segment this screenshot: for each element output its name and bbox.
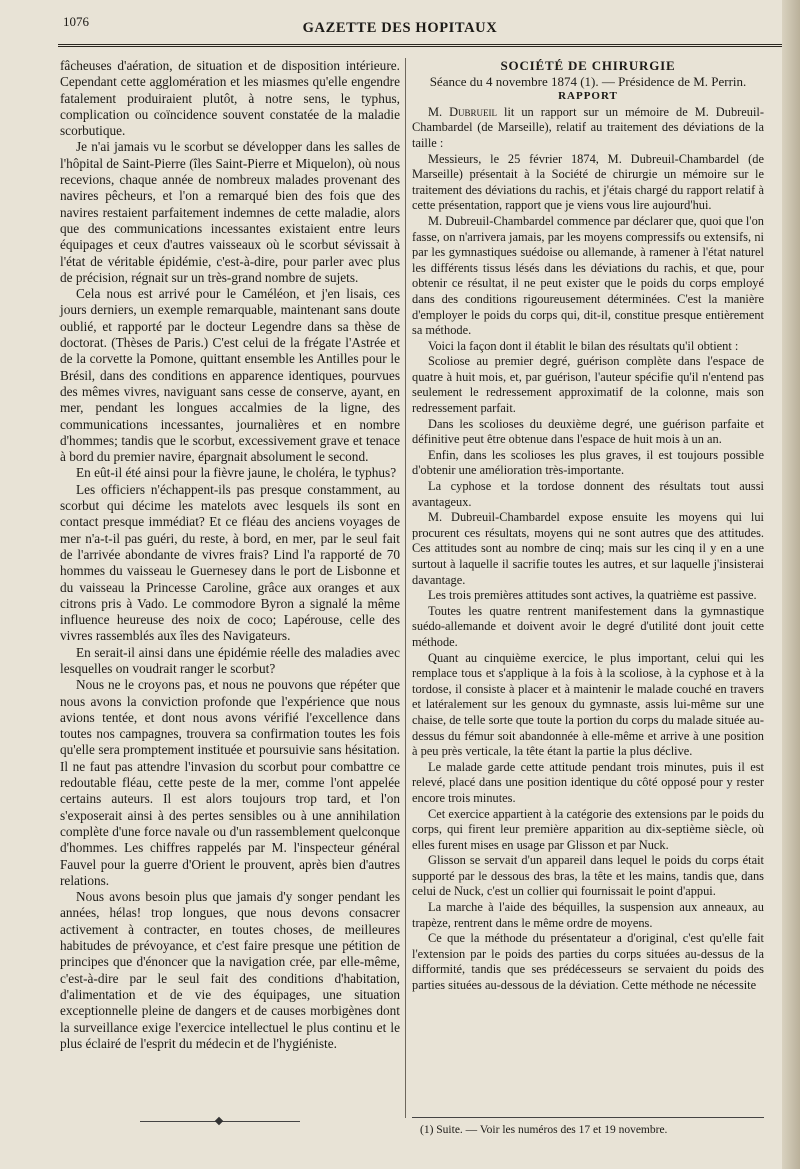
paragraph: La cyphose et la tordose donnent des résultats tout aussi avantageux. xyxy=(412,479,764,509)
paragraph: Glisson se servait d'un appareil dans lequel le poids du corps était supporté par le dessous des bras, la tête et les mains, tandis que, dans celui de Nuck, c'est un collier qui fournissait le point d'appui. xyxy=(412,853,764,899)
paragraph: En serait-il ainsi dans une épidémie réelle des maladies avec lesquelles on voudrait ranger le scorbut? xyxy=(60,644,400,676)
page-number: 1076 xyxy=(63,14,89,29)
left-column xyxy=(60,58,400,1052)
paragraph: Cela nous est arrivé pour le Caméléon, et j'en lisais, ces jours derniers, un exemple remarquable, maintenant sans doute oublié, et rapporté par le docteur Legendre dans sa thèse de doctorat. (Thèses de Paris.) C'est celui de la frégate l'Astrée et de la corvette la Pomone, quittant ensemble les Antilles pour le Brésil, dans des conditions en apparence identiques, pourvues des mêmes vivres, naviguant sans cesse de conserve, ayant, en mer, pendant les longues accalmies de la ligne, des communications incessantes, journalières et en nombre d'hommes; tandis que le scorbut, excessivement grave et tenace à bord du premier navire, épargnait absolument le second. xyxy=(60,286,400,465)
paragraph: Toutes les quatre rentrent manifestement dans la gymnastique suédo-allemande et doivent avoir le degré d'utilité dont jouit cette méthode. xyxy=(412,603,764,649)
footnote: (1) Suite. — Voir les numéros des 17 et 19 novembre. xyxy=(420,1124,668,1136)
end-of-article-ornament xyxy=(215,1117,223,1125)
header-rule xyxy=(58,44,782,47)
paragraph: Je n'ai jamais vu le scorbut se développer dans les salles de l'hôpital de Saint-Pierre (îles Saint-Pierre et Miquelon), où nous recevions, chaque année de nombreux malades provenant des navires pêcheurs, et l'on a remarqué bien des fois que des navires restaient parfaitement indemnes de cette maladie, alors que des communications incessantes existaient entre leurs équipages et ceux d'autres vaisseaux où le scorbut sévissait à l'état de véritable épidémie, c'est-à-dire, pour parler avec plus de précision, régnait sur un très-grand nombre de sujets. xyxy=(60,139,400,285)
section-title: SOCIÉTÉ DE CHIRURGIE xyxy=(500,58,676,73)
paragraph: La marche à l'aide des béquilles, la suspension aux anneaux, au trapèze, rentrent dans le même ordre de moyens. xyxy=(412,900,764,930)
journal-title: GAZETTE DES HOPITAUX xyxy=(302,20,498,36)
paragraph: Messieurs, le 25 février 1874, M. Dubreuil-Chambardel (de Marseille) présentait à la Société de chirurgie un mémoire sur le traitement des déviations du rachis, et j'étais chargé du rapport relatif à cette présentation, rapport que je viens vous lire aujourd'hui. xyxy=(412,151,764,213)
rapport-intro xyxy=(412,105,764,152)
paragraph: Nous avons besoin plus que jamais d'y songer pendant les années, hélas! trop longues, que nous devons consacrer activement à contracter, en toutes choses, de meilleures habitudes de prévoyance, et c'est faire presque une pétition de principes que d'énoncer que la navigation crée, par elle-même, c'est-à-dire par le seul fait des conditions d'habitation, d'alimentation et de vie des équipages, une situation exceptionnelle pleine de dangers et de causes morbigènes dont la surveillance exige l'exercice intellectuel le plus continu et le plus éclairé de l'esprit du médecin et de l'hygiéniste. xyxy=(60,889,400,1051)
paragraph: Cet exercice appartient à la catégorie des extensions par le poids du corps, qui firent leur première apparition au dix-septième siècle, où elles furent mises en usage par Glisson et par Nuck. xyxy=(412,806,764,852)
paragraph: Les trois premières attitudes sont actives, la quatrième est passive. xyxy=(428,588,757,603)
paragraph: Nous ne le croyons pas, et nous ne pouvons que répéter que nous avons la conviction profonde que l'expérience que nous avions tentée, et dont nous avons vérifié l'excellence dans toutes nos campagnes, trouvera sa confirmation toutes les fois qu'elle sera promptement instituée et poursuivie sans hésitation. Il ne faut pas attendre l'invasion du scorbut pour combattre ce redoutable fléau, cette peste de la mer, comme l'ont appelée certains auteurs. Il est alors toujours trop tard, et l'on s'exposerait ainsi à des pertes sensibles ou à une annihilation complète d'une force navale ou d'un rassemblement quelconque d'hommes. Les chiffres rappelés par M. l'inspecteur général Fauvel pour la guerre d'Orient le prouvent, après bien d'autres relations. xyxy=(60,677,400,888)
paragraph: En eût-il été ainsi pour la fièvre jaune, le choléra, le typhus? xyxy=(76,465,397,481)
paragraph: Le malade garde cette attitude pendant trois minutes, puis il est relevé, placé dans une position identique du côté opposé pour y rester encore trois minutes. xyxy=(412,759,764,805)
column-divider xyxy=(405,58,406,1118)
paragraph: Enfin, dans les scolioses les plus graves, il est toujours possible d'obtenir une amélioration très-importante. xyxy=(412,447,764,478)
page-edge-shadow xyxy=(782,0,800,1169)
footnote-rule xyxy=(412,1117,764,1118)
paragraph: Voici la façon dont il établit le bilan des résultats qu'il obtient : xyxy=(428,338,739,353)
paragraph: Quant au cinquième exercice, le plus important, celui qui les remplace tous et s'applique à la fois à la scoliose, à la cyphose et à la tordose, il consiste à placer et à maintenir le malade couché en travers et latéralement sur les genoux du gymnaste, assis lui-même sur une chaise, de telle sorte que toute la portion du corps du malade située au-dessus du fémur soit abandonnée à elle-même et arrive à une position à peu près verticale, la tête étant la partie la plus déclive. xyxy=(412,650,764,759)
right-column xyxy=(412,58,764,994)
paragraph: Ce que la méthode du présentateur a d'original, c'est qu'elle fait l'extension par le poids des parties du corps situées au-dessus de la difformité, tandis que ses prédécesseurs se servaient du poids des parties situées au-dessous de la déviation. Cette méthode ne nécessite xyxy=(412,931,764,993)
paragraph: Scoliose au premier degré, guérison complète dans l'espace de quatre à huit mois, et, par guérison, l'auteur spécifie qu'il n'entend pas seulement le redressement approximatif de la colonne, mais son redressement parfait. xyxy=(412,354,764,416)
page-header xyxy=(0,0,800,52)
session-line: Séance du 4 novembre 1874 (1). — Présidence de M. Perrin. xyxy=(429,73,747,89)
paragraph: Dans les scolioses du deuxième degré, une guérison parfaite et définitive peut être obtenue dans l'espace de huit mois à un an. xyxy=(412,416,764,447)
paragraph: fâcheuses d'aération, de situation et de disposition intérieure. Cependant cette agglomération et les miasmes qu'elle engendre fatalement produiraient plutôt, à notre sens, le typhus, complication ou coïncidence souvent constatée de la maladie scorbutique. xyxy=(60,58,400,139)
paragraph: Les officiers n'échappent-ils pas presque constamment, au scorbut qui décime les matelots avec lesquels ils sont en contact presque immédiat? Et ce fléau des anciens voyages de mer n'a-t-il pas guéri, du reste, à bord, en mer, par le seul fait de l'arrivée abondante de vivres frais? Lind l'a rapporté de 70 hommes du vaisseau le Guernesey dans le port de Lisbonne et du vaisseau la Princesse Caroline, grâce aux oranges et aux citrons pris à Vado. Le commodore Byron a signalé la même influence heureuse des noix de coco; Lapérouse, celle des vivres rassemblés aux îles des Navigateurs. xyxy=(60,481,400,644)
paragraph: M. Dubreuil-Chambardel expose ensuite les moyens qui lui procurent ces résultats, moyens qui ne sont autres que des attitudes. Ces attitudes sont au nombre de cinq; mais sur les cinq il y en a une surtout à laquelle il sacrifie toutes les autres, et sur laquelle j'insisterai davantage. xyxy=(412,510,764,587)
rapport-intro-text: lit un rapport sur un mémoire de M. Dubreuil-Chambardel (de Marseille), relatif au traitement des déviations de la taille : xyxy=(412,104,764,150)
rapport-title: RAPPORT xyxy=(558,90,618,103)
paragraph: M. Dubreuil-Chambardel commence par déclarer que, quoi que l'on fasse, on n'arrivera jamais, par les moyens compressifs ou extensifs, ni par les gymnastiques suédoise ou allemande, à ramener à l'état naturel les différents tissus lésés dans les déviations du rachis, et que, pour obtenir ce résultat, il ne peut exister que le poids du corps employé dans des conditions rigoureusement déterminées. C'est la manière d'employer le poids du corps qui, dit-il, constitue presque entièrement sa méthode. xyxy=(412,213,764,338)
rapport-author: M. Dubrueil xyxy=(428,104,498,119)
